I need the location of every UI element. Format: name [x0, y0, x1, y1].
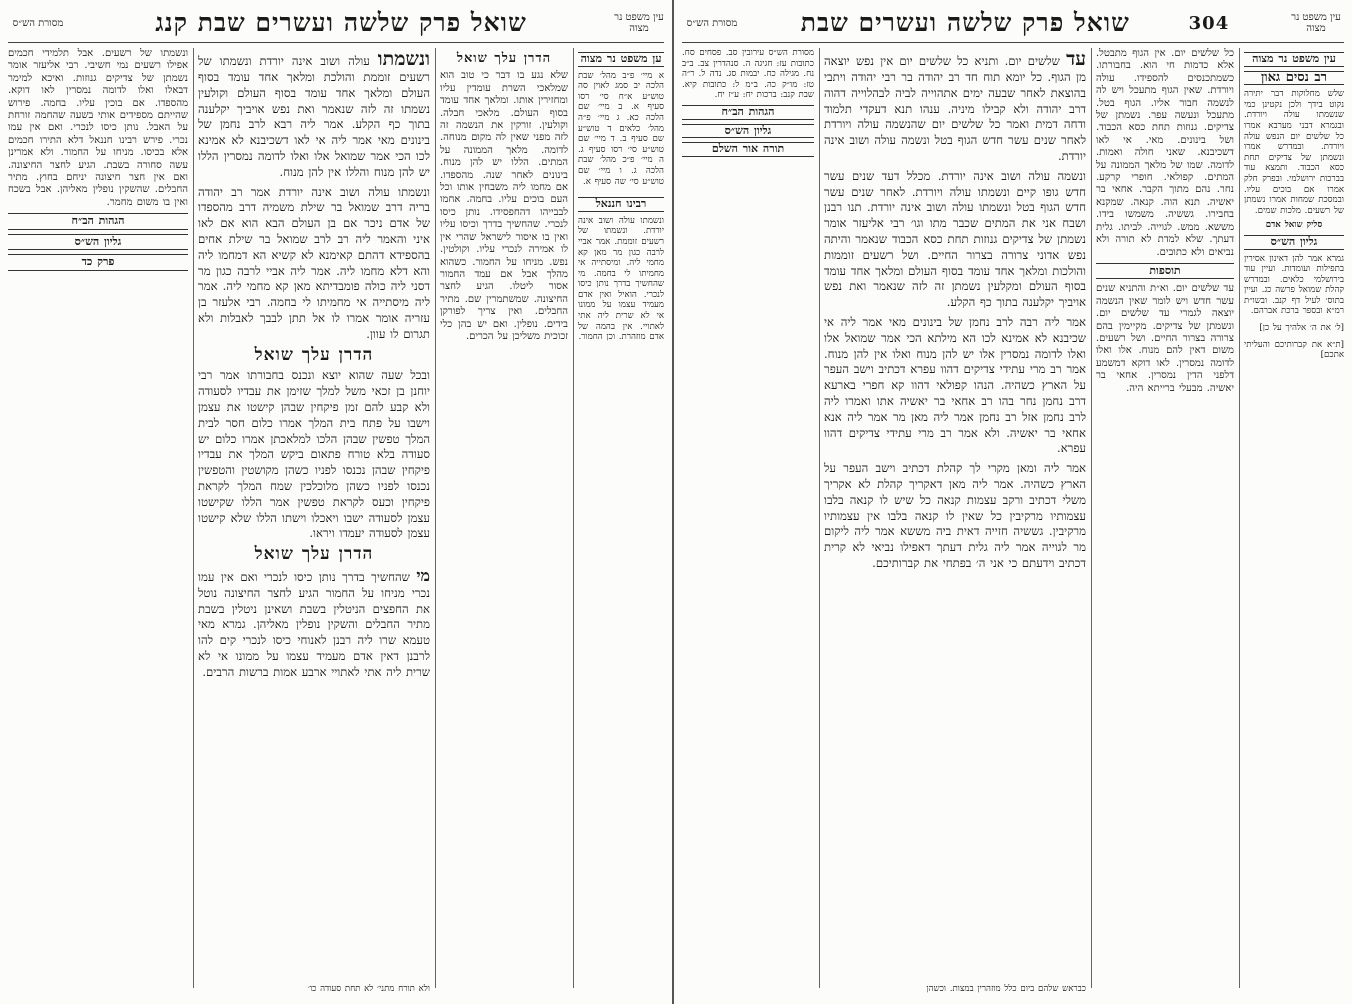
- right-margin-column: [1244, 48, 1344, 988]
- right-margin-divider: [1239, 48, 1240, 988]
- right-references-column: [682, 48, 814, 988]
- left-gemara-p2: ונשמתו עולה ושוב אינה יורדת אמר רב יהודה בריה דרב שמואל בר שילת משמיה דרב מהספדו של אדם ניכר אם בן העולם הבא הוא אם לאו איני והאמר ליה רב לרב שמואל בר שילת אחים בהספידא דהתם קאימנא לא קשיא הא דמחמו ליה והא דלא מחמו ליה. אמר ליה אביי לרבה כגון מר דסני ליה כולה פומבדיתא מאן קא מחמי ליה. אמר ליה מיסתייה אי מחמיתו לי בחמה. רבי אלעזר בן עזריה אומר אמרו לו אל תתן לבבך לאבלות ולא תגרום לו עוון.: [198, 184, 430, 341]
- rabbeinu-chananel-text: ונשמתו עולה ושוב אינה יורדת. ונשמתו של רשעים זוממת. אמר אביי לרבה כגון מר מאן קא מחמי ליה. ומיסתייה אי מחמיתו לי בחמה. מי שהחשיך בדרך נותן כיסו לנכרי. הואיל ואין אדם מעמיד עצמו על ממונו אי לא שרית ליה אתי לאתויי. אין בהמה של אדם מוזהרת. וכן החמור.: [578, 215, 664, 343]
- right-header-rule: [682, 42, 1344, 43]
- right-gilyon-box: גליון הש״ס: [682, 124, 814, 139]
- right-gemara-p3: אמר ליה רבה לרב נחמן של בינונים מאי אמר ליה אי שכיבנא לא אמינא לכו הא מילתא הכי אמר שמואל אלו ואלו לדומה נמסרין אלו יש להן מנוח ואלו אין להן מנוח. אמר רב מרי עתידי צדיקים דהוו עפרא דכתיב וישב העפר על הארץ כשהיה. הנהו קפולאי דהוו קא חפרי בארעא דרב נחמן נחר בהו רב אחאי בר יאשיה אתו ואמרו ליה לרב נחמן אזל רב נחמן אמר ליה מאן מר אמר ליה אנא אחאי בר יאשיה. ולא אמר רב מרי עתידי צדיקים דהוו עפרא.: [824, 314, 1086, 456]
- right-ein-mishpat-label: עין משפט נר מצוה: [1291, 12, 1341, 34]
- right-rashi-divider: [1091, 48, 1092, 988]
- right-page-header: [682, 6, 1344, 40]
- left-ein-mishpat-label: עין משפט נר מצוה: [614, 12, 664, 34]
- right-gemara-p4: אמר ליה ומאן מקרי לך קהלת דכתיב וישב העפר על הארץ כשהיה. אמר ליה מאן דאקריך קהלת לא אקריך משלי דכתיב ורקב עצמות קנאה כל שיש לו קנאה בלבו עצמותיו מרקיבין כל שאין לו קנאה בלבו אין עצמותיו מרקיבין. גששיה חזייה דאית ביה מששא אמר ליה ליקום מר לגוייה אמר ליה גלית דעתך דאפילו נביאי לא קרית דכתיב וידעתם כי אני ה׳ בפתחי את קברותיכם.: [824, 461, 1086, 570]
- right-gilyon-title: גליון הש״ס: [1244, 235, 1344, 250]
- left-margin-column: [578, 48, 664, 988]
- left-mesorat-label: מסורת הש״ס: [12, 17, 64, 29]
- right-tosafot-text: עד שלשים יום. וא״ת והתניא שנים עשר חדש ויש לומר שאין הנשמה יוצאה לגמרי עד שלשים יום. ונשמתן של צדיקים. מקיימין בהם צרורה בצרור החיים. ושל רשעים. משום דאין להם מנוח. אלו ואלו לדומה נמסרין. לאו דוקא דמשמע דלפני הדין נמסרין. אחאי בר יאשיה. מבעלי ברייתא היה.: [1096, 283, 1234, 394]
- right-gemara-p2: ונשמה עולה ושוב אינה יורדת. מכלל דעד שנים עשר חדש גופו קיים ונשמתו עולה ויורדת. לאחר שנים עשר חדש הגוף בטל ונשמתו עולה ושוב אינה יורדת. תנו רבנן ושבח אני את המתים שכבר מתו וגו׳ רבי אליעזר אומר נשמתן של צדיקים גנוזות תחת כסא הכבוד שנאמר והיתה נפש אדוני צרורה בצרור החיים. ושל רשעים זוממות והולכות ומלאך אחד עומד בסוף העולם ומלאך אחד עומד בסוף העולם ומקלעין נשמתן זה לזה שנאמר ואת נפש אויביך יקלענה בתוך כף הקלע.: [824, 168, 1086, 310]
- left-gilyon-box: גליון הש״ס: [8, 234, 188, 250]
- left-page: [0, 0, 674, 1004]
- left-hagahot-box: הגהות הב״ח: [8, 213, 188, 229]
- left-page-title: שואל פרק שלשה ועשרים שבת קנג: [155, 8, 527, 37]
- right-page-title: שואל פרק שלשה ועשרים שבת: [800, 8, 1130, 37]
- left-gemara-p4: שהחשיך בדרך נותן כיסו לנכרי ואם אין עמו נכרי מניחו על החמור הגיע לחצר החיצונה נוטל את החפצים הניטלין בשבת ושאינן ניטלין בשבת מתיר החבלים והשקין נופלין מאליהן. גמרא מאי טעמא שרו ליה רבנן לאנוחי כיסו לנכרי קים להו לרבנן דאין אדם מעמיד עצמו על ממונו אי לא שרית ליה אתי לאתויי ארבע אמות ברשות הרבים.: [198, 569, 430, 679]
- left-rashi-hadran: הדרן עלך שואל: [456, 51, 552, 66]
- left-hadran-1: הדרן עלך שואל: [254, 344, 374, 365]
- right-page: [674, 0, 1352, 1004]
- left-tosafot-column: [8, 48, 188, 988]
- left-perek-box: פרק כד: [8, 254, 188, 270]
- left-ein-mishpat-entries: א מיי׳ פ״ב מהל׳ שבת הלכה יב סמג לאוין סה טוש״ע א״ח סי׳ רסו סעיף א. ב מיי׳ שם הלכה כא. ג מיי׳ פ״ה מהל׳ כלאים ד טוש״ע שם סעיף ב. ד מיי׳ שם טוש״ע סי׳ רסו סעיף ג. ה מיי׳ פ״כ מהל׳ שבת הלכה ג. ו מיי׳ שם טוש״ע סי׳ שה סעיף א.: [578, 70, 664, 187]
- right-gemara-p1: שלשים יום. ותניא כל שלשים יום אין נפש יוצאה מן הגוף. כל יומא תוח חד רב יהודה בר רבי יהודה ויתבי בהוצאת לאחר שבעה ימים אתהוייה לביה לבהלוייה דהוה דרב יהודה ולא קבילו מיניה. ענהו תנא דעקדי תלמוד ודחה דמית ואמר כל שלשים יום שהנשמה עולה ויורדת לאחר שנים עשר חדש הגוף בטל ונשמה עולה ושוב אינה יורדת.: [824, 54, 1086, 163]
- right-gemara-column: [824, 48, 1086, 988]
- right-tosafot-label: תוספות: [1096, 263, 1234, 279]
- left-rashi-divider: [435, 48, 436, 988]
- left-tosafot-text: ונשמתו של רשעים. אבל תלמידי חכמים אפילו רשעים נמי חשיבי. רבי אליעזר אומר נשמתן של צדיקים גנוזות. ואיכא למימר דבאלו ואלו לדומה נמסרין לאו דוקא. מהספדו. אם בוכין עליו. בחמה. פירוש שהייתם מספידים אותי בשעה שהחמה זורחת על האבל. נותן כיסו לנכרי. ואם אין עמו נכרי. פירש רבינו חננאל דלא התירו חכמים אלא בכיסו. מניחו על החמור. ולא אמרינן עשה סחורה בשבת. הגיע לחצר החיצונה. ואם אין חצר חיצונה יניחם בחוץ. מתיר החבלים. שהשקין נופלין מאליהן. אבל בשכח ואין בו משום מחמר.: [8, 48, 188, 208]
- right-margin-note-1: [ל׳ את ה׳ אלהיך על כן]: [1259, 323, 1344, 334]
- left-rashi-text: שלא נגע בו דבר כי טוב הוא שמלאכי השרת עומדין עליו ומחזירין אותו. ומלאך אחד עומד בסוף העולם. מלאכי חבלה. וקולעין. זורקין את הנשמה זה לזה מפני שאין לה מקום מנוחה. לדומה. מלאך הממונה על המתים. הללו יש להן מנוח. בינונים לאחר שנה. מהספדו. אם מחמו ליה משבחין אותו וכל העם בוכים עליו. בחמה. אחמו לבבייהו דהחפסידו. נותן כיסו לנכרי. שהחשיך בדרך וכיסו עליו ואין בו איסור לישראל שהרי אין לו אמירה לנכרי עליו. וקולטין. נפש. מניחו על החמור. כשהוא מהלך אבל אם עמד החמור אסור ליטלו. הגיע לחצר החיצונה. שמשתמרין שם. מתיר החבלים. ואין צריך לפורקן בידים. נופלין. ואם יש בהן כלי זכוכית משליכן על הכרים.: [440, 70, 568, 342]
- left-gemara-p1: עולה ושוב אינה יורדת ונשמתו של רשעים זוממת והולכת ומלאך אחד עומד בסוף העולם ומלאך אחד עומד בסוף העולם וקולעין נשמתו זה לזה שנאמר ואת נפש אויביך יקלענה בתוך כף הקלע. אמר ליה רבא לרב נחמן של בינונים מאי אמר ליה אי לאו דשכיבנא לא אמינא לכו הכי אמר שמואל אלו ואלו לדומה נמסרין הללו יש להן מנוח והללו אין להן מנוח.: [198, 54, 430, 179]
- right-footnote: כבראש שלהם ביום כלל מוזהרין במצות. וכשהן: [926, 984, 1086, 994]
- right-margin-end: סליק שואל אדם: [1265, 220, 1323, 231]
- right-references-text: מסורת הש״ס עירובין סב. פסחים סח. כתובות עז: חגיגה ה. סנהדרין צב. ב״ב נח. מגילה כח. יבמות סג. נדה ל. ר״ה טז: מו״ק כה. ב״מ ל: כתובות קיא. שבת קנב: ברכות יח: ע״ז יח.: [682, 48, 814, 101]
- rav-nissim-gaon-text: שלש מחלוקות דבר יתירה נקוט בידך ולכן נקטינן כמי שנשמתו עולה ויורדת. ובגמרא דבני מערבא אמרו כל שלשים יום הנפש עולה ויורדת. ובמדרש אמרו ונשמתן של צדיקים תחת כסא הכבוד. ותמצא עוד בברכות ירושלמי. ובפרק חלק אמרו אם בוכים עליו. ובמסכת שמחות אמרו נשמתן של רשעים. מלכות שמים.: [1244, 89, 1344, 216]
- right-rashi-text: כל שלשים יום. אין הגוף מתבטל. אלא כדמות חי הוא. בחבורתו. כשמתכנסים להספידו. עולה ויורדת. שאין הגוף מתעכל ויש לה לנשמה חבור אליו. הגוף בטל. מתעכל ונעשה עפר. נשמתן של צדיקים. גנוזות תחת כסא הכבוד. ושל בינונים. מאי. אי לאו דשכיבנא. שאני חולה ואמות. לדומה. שמו של מלאך הממונה על המתים. קפולאי. חופרי קרקע. נחר. נהם מתוך הקבר. אחאי בר יאשיה. תנא הוה. קנאה. שמקנא בחבירו. גששיה. משמשו בידו. מששא. ממש. לגוייה. לביתו. גלית דעתך. שלא למדת לא תורה ולא נביאים ולא כתובים.: [1096, 48, 1234, 258]
- right-rashi-column: [1096, 48, 1234, 988]
- left-hadran-2: הדרן עלך שואל: [254, 544, 374, 565]
- left-gemara-lead-word: ונשמתו: [377, 48, 430, 70]
- left-margin-header: ען משפט נר מצוה: [578, 52, 664, 67]
- right-gemara-divider: [819, 48, 820, 988]
- left-gemara-divider: [193, 48, 194, 988]
- left-gemara-p3: ובכל שעה שהוא יוצא ונכנס בחבורתו אמר רבי יוחנן בן זכאי משל למלך שזימן את עבדיו לסעודה ולא קבע להם זמן פיקחין שבהן קישטו את עצמן וישבו על פתח בית המלך אמרו כלום חסר לבית המלך טפשין שבהן הלכו למלאכתן אמרו כלום יש סעודה בלא טורח פתאום ביקש המלך את עבדיו פיקחין שבהן נכנסו לפניו כשהן מקושטין והטפשין נכנסו לפניו כשהן מלוכלכין שמח המלך לקראת פיקחין וכעס לקראת טפשין אמר הללו שקישטו עצמן לסעודה ישבו ויאכלו וישתו הללו שלא קישטו עצמן לסעודה יעמדו ויראו.: [198, 368, 430, 541]
- right-margin-note-2: [ת״א את קברותיכם והעליתי אתכם]: [1244, 339, 1344, 361]
- left-gemara-column: [198, 48, 430, 988]
- left-rashi-column: [440, 48, 568, 988]
- rav-nissim-gaon-title: רב נסים גאון: [1244, 71, 1344, 86]
- left-mishnah-lead: מי: [416, 565, 430, 585]
- left-page-header: [8, 6, 664, 40]
- left-margin-divider: [573, 48, 574, 988]
- right-hagahot-box: הגהות הב״ח: [682, 105, 814, 120]
- right-gemara-lead-word: עד: [1066, 48, 1086, 70]
- rabbeinu-chananel-title: רבינו חננאל: [578, 197, 664, 212]
- left-bottom-note: ולא תורח מתני׳ לא תחת סעודה כו׳: [307, 984, 430, 994]
- right-margin-header: עין משפט נר מצוה: [1244, 52, 1344, 67]
- left-header-rule: [8, 42, 664, 43]
- right-gilyon-text: גמרא אמר להן דאינון אסירין בתפילות ועומדות. ועיין עוד בירושלמי כלאים. ובמדרש קהלת שמואל פרשה כג. ועיין בתוס׳ לעיל דף קנב. ובשו״ת רמ״א ובספר ברכת אברהם.: [1244, 253, 1344, 317]
- right-torah-or-box: תורה אור השלם: [682, 142, 814, 157]
- right-page-number: 304: [1188, 12, 1230, 34]
- right-mesorat-label: מסורת הש״ס: [686, 17, 738, 29]
